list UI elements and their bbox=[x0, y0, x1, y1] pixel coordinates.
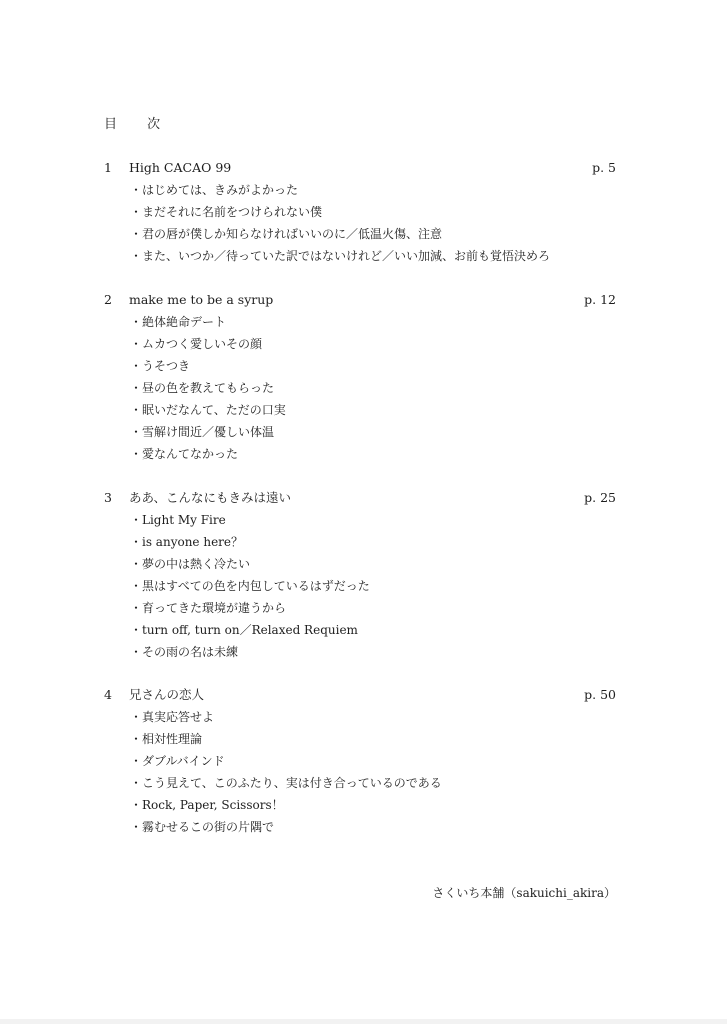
story-item: ・真実応答せよ bbox=[130, 710, 215, 724]
story-item: ・ダブルバインド bbox=[130, 754, 225, 768]
chapter-header bbox=[104, 157, 616, 179]
story-list bbox=[104, 706, 616, 838]
chapter-1 bbox=[104, 157, 616, 267]
story-item: ・昼の色を教えてもらった bbox=[130, 381, 275, 395]
chapter-3 bbox=[104, 487, 616, 663]
story-item: ・はじめては、きみがよかった bbox=[130, 183, 299, 197]
story-item: ・Light My Fire bbox=[130, 513, 226, 527]
chapter-title: High CACAO 99 bbox=[129, 160, 232, 175]
chapter-number: 1 bbox=[104, 160, 112, 175]
author-credit: さくいち本舗（sakuichi_akira） bbox=[432, 886, 616, 900]
story-item: ・うそつき bbox=[130, 359, 191, 373]
story-item: ・ムカつく愛しいその顔 bbox=[130, 337, 263, 351]
story-item: ・その雨の名は未練 bbox=[130, 645, 239, 659]
story-item: ・Rock, Paper, Scissors！ bbox=[130, 798, 284, 812]
story-list bbox=[104, 311, 616, 465]
chapter-page: p. 5 bbox=[592, 160, 616, 175]
story-item: ・愛なんてなかった bbox=[130, 447, 239, 461]
chapter-header bbox=[104, 684, 616, 706]
story-item: ・育ってきた環境が違うから bbox=[130, 601, 287, 615]
chapter-title: make me to be a syrup bbox=[129, 292, 274, 307]
chapter-title: 兄さんの恋人 bbox=[129, 687, 205, 702]
story-item: ・turn off, turn on／Relaxed Requiem bbox=[130, 623, 358, 637]
chapter-page: p. 50 bbox=[584, 687, 616, 702]
story-item: ・眠いだなんて、ただの口実 bbox=[130, 403, 286, 417]
chapter-4 bbox=[104, 684, 616, 838]
chapter-page: p. 25 bbox=[584, 490, 616, 505]
story-list bbox=[104, 179, 616, 267]
toc-heading: 目 次 bbox=[104, 117, 174, 132]
story-item: ・君の唇が僕しか知らなければいいのに／低温火傷、注意 bbox=[130, 227, 443, 241]
chapter-number: 3 bbox=[104, 490, 112, 505]
chapter-header bbox=[104, 289, 616, 311]
story-item: ・また、いつか／待っていた訳ではないけれど／いい加減、お前も覚悟決めろ bbox=[130, 249, 551, 263]
story-item: ・こう見えて、このふたり、実は付き合っているのである bbox=[130, 776, 442, 790]
story-item: ・まだそれに名前をつけられない僕 bbox=[130, 205, 323, 219]
chapter-number: 2 bbox=[104, 292, 112, 307]
chapter-number: 4 bbox=[104, 687, 112, 702]
chapter-2 bbox=[104, 289, 616, 465]
story-item: ・霧むせるこの街の片隅で bbox=[130, 820, 275, 834]
story-item: ・雪解け間近／優しい体温 bbox=[130, 425, 275, 439]
story-list bbox=[104, 509, 616, 663]
story-item: ・絶体絶命デート bbox=[130, 315, 227, 329]
story-item: ・相対性理論 bbox=[130, 732, 203, 746]
chapter-header bbox=[104, 487, 616, 509]
page-bottom-edge bbox=[0, 1019, 727, 1024]
story-item: ・黒はすべての色を内包しているはずだった bbox=[130, 579, 370, 593]
story-item: ・is anyone here？ bbox=[130, 535, 244, 549]
chapter-page: p. 12 bbox=[584, 292, 616, 307]
chapter-title: ああ、こんなにもきみは遠い bbox=[129, 490, 292, 505]
story-item: ・夢の中は熱く冷たい bbox=[130, 557, 251, 571]
